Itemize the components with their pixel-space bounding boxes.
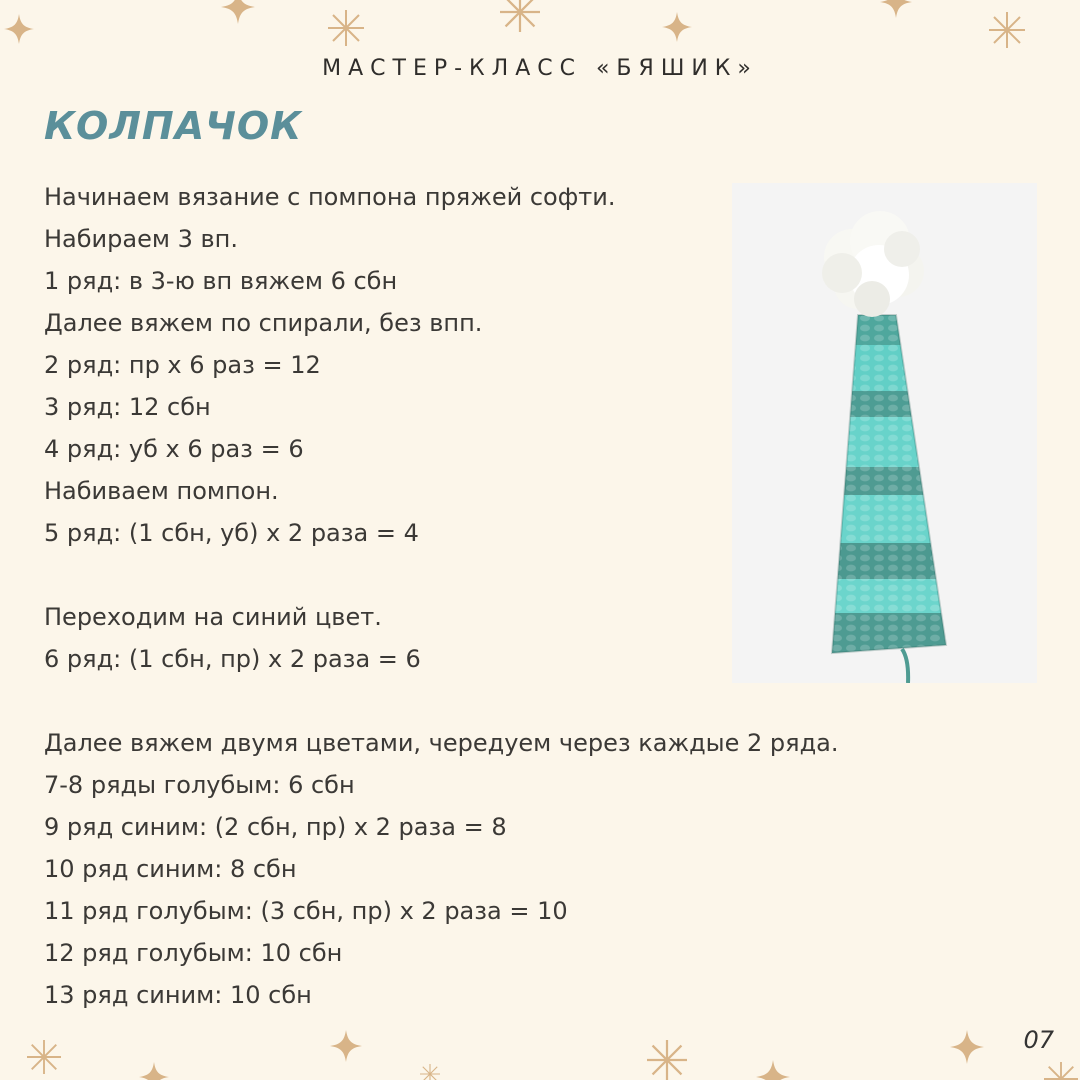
instruction-spacer	[44, 680, 924, 722]
sparkle-star-icon	[139, 1062, 169, 1080]
instruction-line: 2 ряд: пр х 6 раз = 12	[44, 351, 321, 379]
instruction-line: 11 ряд голубым: (3 сбн, пр) х 2 раза = 10	[44, 897, 568, 925]
instruction-line: Далее вяжем по спирали, без впп.	[44, 309, 483, 337]
instruction-line: Далее вяжем двумя цветами, чередуем через каждые 2 ряда.	[44, 729, 839, 757]
thin-star-icon	[328, 10, 364, 46]
sparkle-star-icon	[880, 0, 912, 18]
instruction-line: 7-8 ряды голубым: 6 сбн	[44, 771, 355, 799]
series-title: МАСТЕР-КЛАСС «БЯШИК»	[322, 56, 758, 81]
crochet-hat-icon	[732, 183, 1037, 683]
instruction-line: Набираем 3 вп.	[44, 225, 238, 253]
instruction-line: 12 ряд голубым: 10 сбн	[44, 939, 343, 967]
page-number: 07	[1023, 1026, 1054, 1054]
instruction-line: 6 ряд: (1 сбн, пр) х 2 раза = 6	[44, 645, 421, 673]
instruction-line: 5 ряд: (1 сбн, уб) х 2 раза = 4	[44, 519, 419, 547]
crochet-hat-photo	[732, 183, 1037, 683]
instruction-line: 4 ряд: уб х 6 раз = 6	[44, 435, 304, 463]
section-title: КОЛПАЧОК	[44, 104, 303, 148]
thin-star-icon	[420, 1064, 440, 1080]
thin-star-icon	[989, 12, 1025, 48]
sparkle-star-icon	[221, 0, 255, 24]
instruction-line: Переходим на синий цвет.	[44, 603, 382, 631]
instruction-line: Начинаем вязание с помпона пряжей софти.	[44, 183, 616, 211]
sparkle-star-icon	[330, 1030, 362, 1062]
instruction-line: 10 ряд синим: 8 сбн	[44, 855, 297, 883]
sparkle-star-icon	[950, 1030, 984, 1064]
thin-star-icon	[500, 0, 540, 32]
instruction-line: Набиваем помпон.	[44, 477, 279, 505]
instruction-line: 9 ряд синим: (2 сбн, пр) х 2 раза = 8	[44, 813, 507, 841]
instruction-line: 1 ряд: в 3-ю вп вяжем 6 сбн	[44, 267, 398, 295]
sparkle-star-icon	[662, 12, 692, 42]
instruction-line: 13 ряд синим: 10 сбн	[44, 981, 312, 1009]
thin-star-icon	[27, 1040, 61, 1074]
sparkle-star-icon	[756, 1060, 790, 1080]
instruction-line: 3 ряд: 12 сбн	[44, 393, 211, 421]
thin-star-icon	[647, 1040, 687, 1080]
thin-star-icon	[1044, 1062, 1078, 1080]
sparkle-star-icon	[4, 14, 34, 44]
